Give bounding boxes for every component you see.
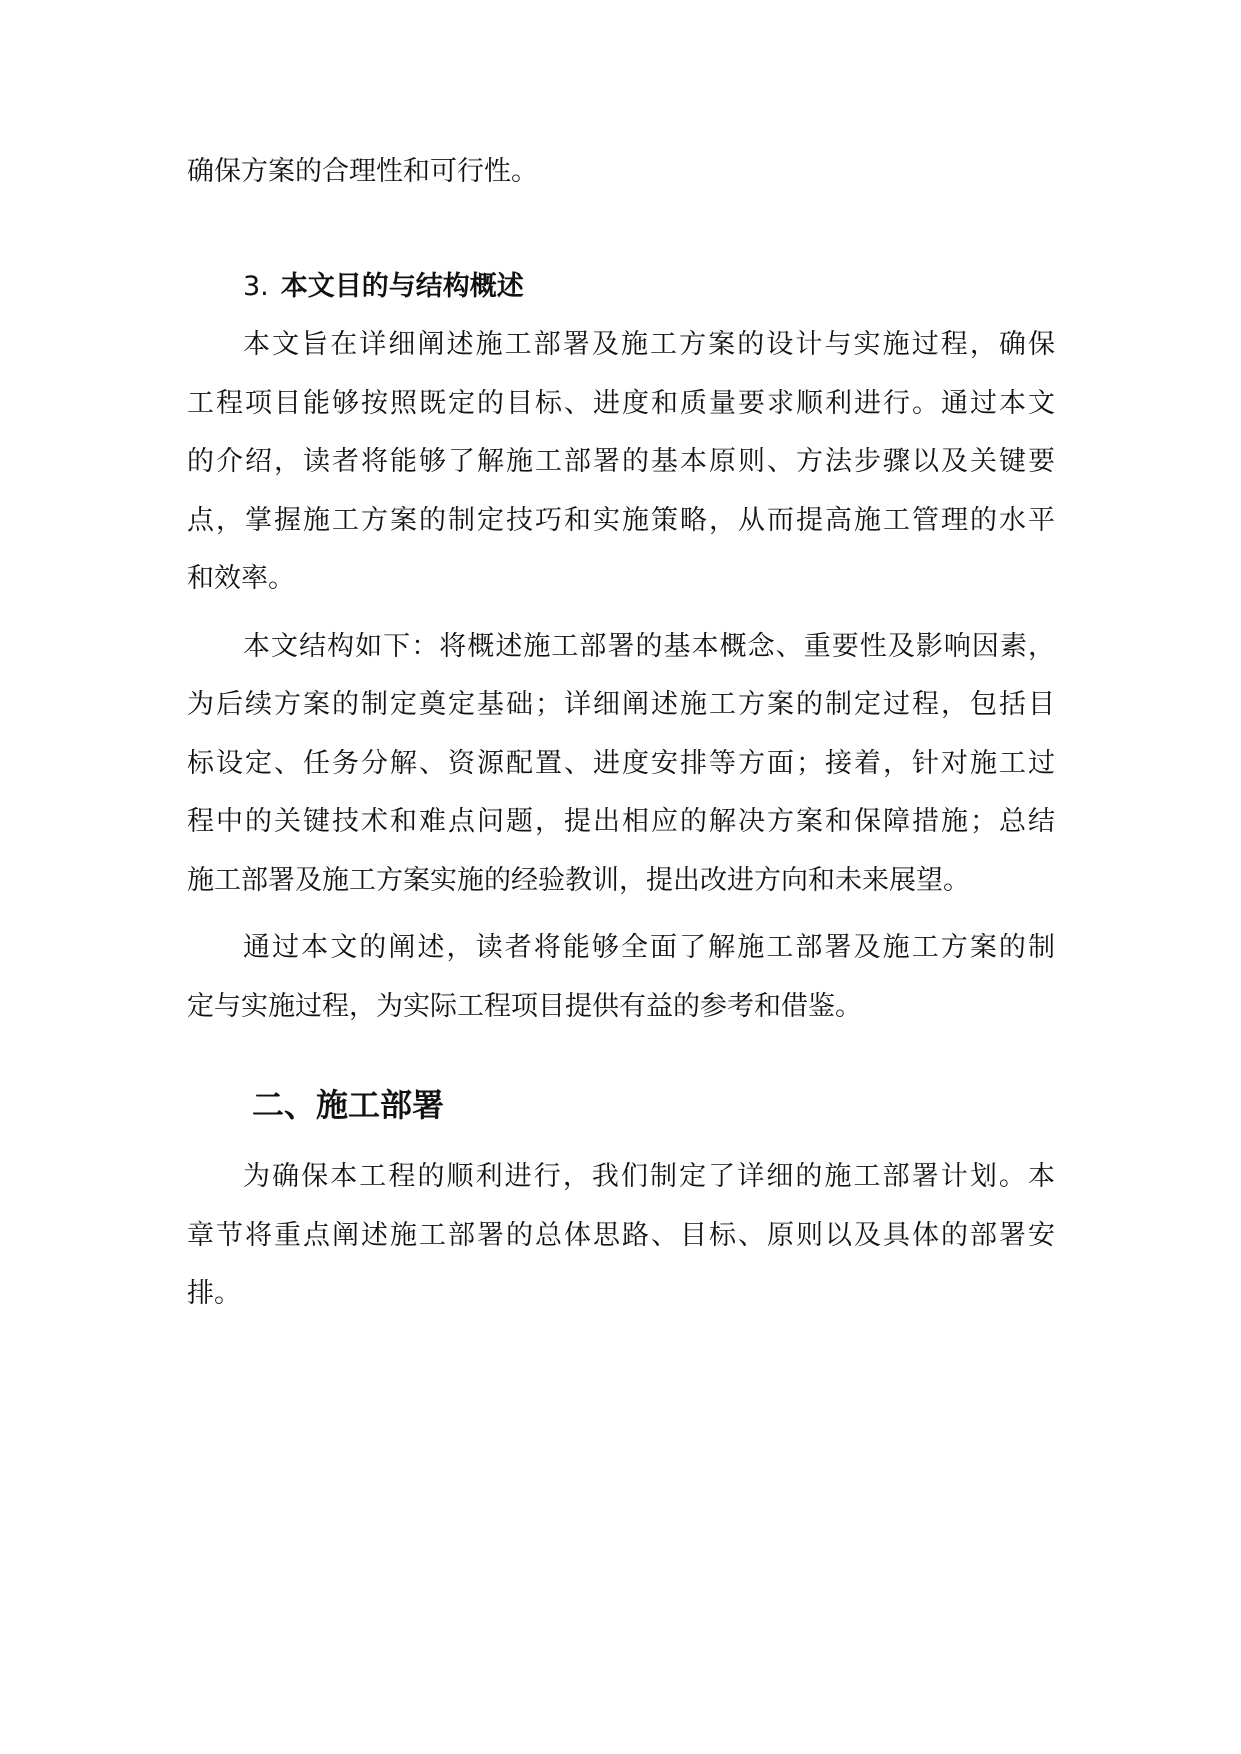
paragraph-line: 本文旨在详细阐述施工部署及施工方案的设计与实施过程，确保	[243, 329, 1055, 360]
paragraph-line: 章节将重点阐述施工部署的总体思路、目标、原则以及具体的部署安	[187, 1219, 1055, 1251]
paragraph-line: 工程项目能够按照既定的目标、进度和质量要求顺利进行。通过本文	[187, 387, 1055, 419]
paragraph-line: 点，掌握施工方案的制定技巧和实施策略，从而提高施工管理的水平	[187, 504, 1055, 536]
paragraph-line: 为后续方案的制定奠定基础；详细阐述施工方案的制定过程，包括目	[187, 689, 1055, 720]
paragraph-line: 施工部署及施工方案实施的经验教训，提出改进方向和未来展望。	[187, 864, 970, 896]
section-3-paragraph-1	[187, 316, 1055, 609]
intro-tail-line: 确保方案的合理性和可行性。	[187, 156, 538, 187]
chapter-2-paragraph-1	[187, 1148, 1055, 1324]
paragraph-line: 标设定、任务分解、资源配置、进度安排等方面；接着，针对施工过	[187, 747, 1055, 779]
paragraph-line: 和效率。	[187, 563, 295, 594]
chapter-2-heading: 二、施工部署	[252, 1086, 445, 1124]
section-3-paragraph-2	[187, 618, 1055, 911]
section-3-paragraph-3	[187, 919, 1055, 1036]
paragraph-line: 为确保本工程的顺利进行，我们制定了详细的施工部署计划。本	[243, 1161, 1055, 1192]
paragraph-line: 定与实施过程，为实际工程项目提供有益的参考和借鉴。	[187, 990, 862, 1022]
paragraph-line: 程中的关键技术和难点问题，提出相应的解决方案和保障措施；总结	[187, 806, 1055, 837]
section-3-number: 3.	[243, 270, 269, 302]
page-content	[187, 143, 1055, 1324]
section-3-heading	[187, 258, 1055, 317]
paragraph-line: 的介绍，读者将能够了解施工部署的基本原则、方法步骤以及关键要	[187, 446, 1055, 477]
paragraph-line: 排。	[187, 1278, 241, 1309]
paragraph-line: 通过本文的阐述，读者将能够全面了解施工部署及施工方案的制	[243, 932, 1055, 963]
paragraph-line: 本文结构如下：将概述施工部署的基本概念、重要性及影响因素，	[243, 630, 1055, 662]
section-3-title: 本文目的与结构概述	[280, 270, 524, 302]
